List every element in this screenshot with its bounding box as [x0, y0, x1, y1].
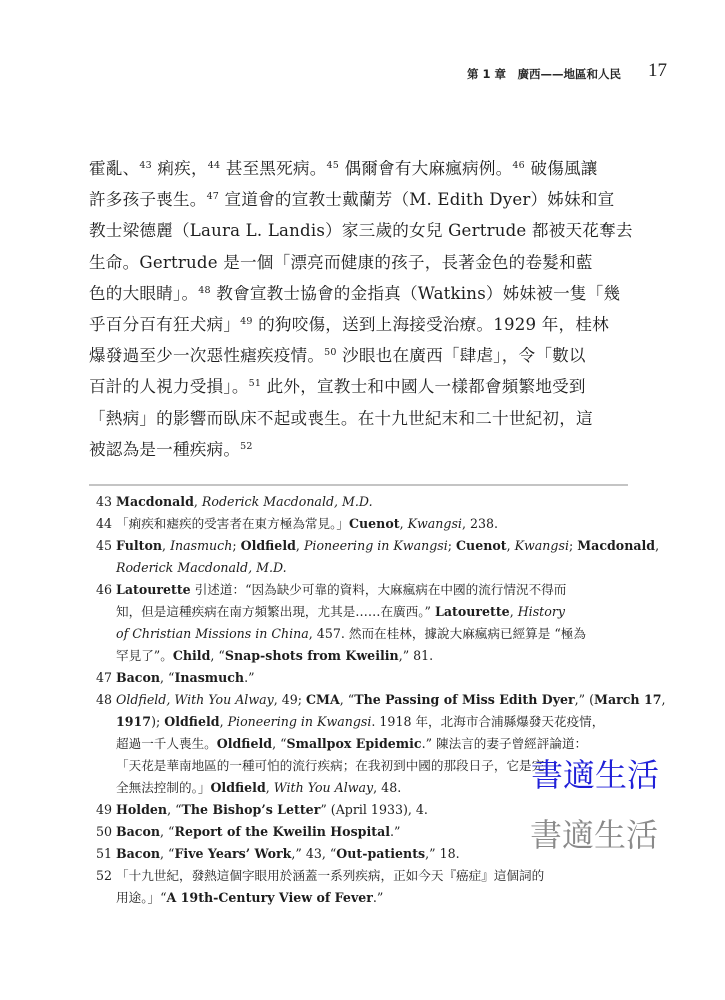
footnote-title: Roderick Macdonald, M.D.	[201, 494, 373, 509]
footnote-title: History	[517, 604, 565, 619]
footnote-ref[interactable]: 43	[139, 160, 152, 171]
footnote-number: 48	[96, 692, 113, 707]
body-text-run: 教士梁德麗（Laura L. Landis）家三歲的女兒 Gertrude 都被天花奪去	[89, 221, 633, 241]
footnote-line	[116, 711, 636, 733]
footnote-text: 引述道：“因為缺少可靠的資料，大麻瘋病在中國的流行情況不得而	[190, 582, 567, 597]
footnote-title: Kwangsi	[407, 516, 462, 531]
body-text-run: 爆發過至少一次惡性瘧疾疫情。	[89, 346, 325, 366]
body-text-run: 被認為是一種疾病。	[89, 439, 241, 459]
footnote-text: ,	[655, 538, 660, 553]
footnote-title: Pioneering in Kwangsi	[303, 538, 448, 553]
footnote-text: .”	[372, 890, 384, 905]
footnote-author: The Bishop’s Letter	[181, 802, 321, 817]
footnote-ref[interactable]: 49	[240, 315, 253, 327]
footnote-item	[96, 667, 636, 689]
footnote-item	[96, 865, 636, 909]
footnote-author: Oldfield	[210, 780, 266, 795]
body-text-run: 痢疾，	[151, 159, 208, 178]
footnote-ref[interactable]: 47	[206, 191, 220, 203]
footnote-line	[116, 689, 666, 711]
body-text-run: 的狗咬傷，送到上海接受治療。1929 年，桂林	[252, 314, 609, 334]
footnote-author: 1917	[116, 714, 152, 729]
footnote-line	[116, 601, 636, 623]
chapter-title: 第 1 章 廣西——地區和人民	[467, 67, 622, 81]
body-line	[89, 247, 629, 278]
footnote-text: ,	[162, 538, 171, 553]
body-line	[89, 215, 633, 246]
footnote-author: Oldfield	[164, 714, 220, 729]
footnote-author: The Passing of Miss Edith Dyer	[354, 692, 575, 707]
body-text-run: 色的大眼睛」。	[89, 283, 199, 303]
footnote-ref[interactable]: 51	[248, 378, 262, 390]
footnote-number: 49	[96, 802, 113, 817]
footnote-text: .”	[390, 824, 401, 839]
footnote-text: ,	[509, 604, 518, 619]
footnote-ref[interactable]: 46	[512, 160, 525, 171]
page-number: 17	[648, 60, 667, 81]
footnote-title: Kwangsi	[514, 538, 569, 553]
footnote-item	[96, 513, 636, 535]
footnote-author: Bacon	[116, 670, 161, 685]
body-paragraph	[89, 153, 633, 465]
footnote-title: With You Alway	[273, 780, 374, 795]
footnote-text: );	[151, 714, 165, 729]
footnote-text: ,” 43, “	[291, 846, 337, 861]
footnote-text: .”	[244, 670, 255, 685]
footnote-text: 用途。」“	[116, 890, 167, 905]
footnote-author: Fulton	[116, 538, 163, 553]
footnote-author: Report of the Kweilin Hospital	[174, 824, 391, 839]
body-text-run: 教會宣教士協會的金指真（Watkins）姊妹被一隻「幾	[210, 283, 621, 303]
footnote-text: ;	[568, 538, 578, 553]
footnote-text: ,” 81.	[398, 648, 434, 663]
footnote-text: ;	[447, 538, 457, 553]
footnote-line	[116, 579, 636, 601]
footnote-line	[116, 865, 636, 887]
footnote-item	[96, 579, 636, 667]
watermark-blue: 書適生活	[531, 756, 660, 794]
footnote-author: March 17	[594, 692, 662, 707]
footnote-line	[116, 513, 636, 535]
body-line	[89, 278, 629, 309]
body-text-run: 偶爾會有大麻瘋病例。	[339, 159, 513, 178]
footnote-line	[116, 623, 636, 645]
footnote-text: , 238.	[461, 516, 499, 531]
footnote-author: A 19th-Century View of Fever	[166, 890, 373, 905]
footnote-title: Pioneering in Kwangsi	[227, 714, 372, 729]
footnote-author: Smallpox Epidemic	[286, 736, 422, 751]
footnote-text: ,	[265, 780, 274, 795]
footnote-author: Holden	[116, 802, 168, 817]
footnote-text: , “	[272, 736, 287, 751]
footnote-text: . 1918 年，北海市合浦縣爆發天花疫情，	[371, 714, 605, 729]
footnote-number: 44	[96, 516, 113, 531]
footnote-number: 52	[96, 868, 113, 883]
body-line	[89, 371, 629, 402]
body-text-run: 霍亂、	[89, 159, 140, 178]
footnote-text: ,	[506, 538, 515, 553]
footnote-text: , “	[160, 824, 175, 839]
footnote-title: Roderick Macdonald, M.D.	[116, 560, 287, 575]
footnote-text: 「天花是華南地區的一種可怕的流行疾病；在我初到中國的那段日子，它是完	[116, 758, 545, 773]
footnote-text: .” 陳法言的妻子曾經評論道：	[421, 736, 588, 751]
footnote-text: 「痢疾和瘧疾的受害者在東方極為常見。」	[116, 516, 349, 531]
footnote-text: , “	[339, 692, 355, 707]
footnote-number: 50	[96, 824, 113, 839]
body-text-run: 宣道會的宣教士戴蘭芳（M. Edith Dyer）姊妹和宣	[219, 190, 615, 210]
body-line	[89, 403, 629, 434]
footnote-text: , “	[210, 648, 225, 663]
footnote-author: Cuenot	[348, 516, 400, 531]
footnote-text: , “	[160, 670, 175, 685]
footnote-title: Inasmuch	[170, 538, 233, 553]
footnote-author: Macdonald	[577, 538, 656, 553]
body-text-run: 破傷風讓	[524, 159, 598, 178]
footnote-line	[116, 667, 636, 689]
footnote-text: 知，但是這種疾病在南方頻繁出現，尤其是……在廣西。”	[116, 604, 435, 619]
footnote-text: ,	[399, 516, 408, 531]
footnote-text: , 49;	[273, 692, 307, 707]
footnote-author: Cuenot	[456, 538, 507, 553]
footnote-author: Bacon	[116, 824, 161, 839]
body-text-run: 此外，宣教士和中國人一樣都會頻繁地受到	[261, 377, 586, 397]
body-line	[89, 153, 629, 184]
footnote-ref[interactable]: 50	[324, 347, 337, 359]
footnote-author: CMA	[306, 692, 340, 707]
body-line	[89, 340, 629, 371]
footnote-text: 罕見了”。	[116, 648, 173, 663]
footnote-text: ,	[661, 692, 666, 707]
footnote-text: ,” 18.	[425, 846, 460, 861]
footnote-text: ;	[232, 538, 241, 553]
footnote-number: 43	[96, 494, 113, 509]
footnote-line	[116, 491, 636, 513]
footnote-number: 45	[96, 538, 113, 553]
footnote-title: Oldfield, With You Alway	[116, 692, 274, 707]
body-line	[89, 434, 629, 465]
footnote-text: 「十九世紀，發熱這個字眼用於涵蓋一系列疾病，正如今天『癌症』這個詞的	[116, 868, 545, 883]
footnote-author: Oldfield	[240, 538, 296, 553]
footnote-number: 46	[96, 582, 113, 597]
footnote-text: 超過一千人喪生。	[116, 736, 217, 751]
body-text-run: 乎百分百有狂犬病」	[89, 314, 241, 334]
footnote-line	[116, 535, 660, 557]
footnote-text: , 457. 然而在桂林，據說大麻瘋病已經算是 “極為	[308, 626, 586, 641]
footnote-number: 47	[96, 670, 113, 685]
body-line	[89, 309, 629, 340]
footnote-text: 全無法控制的。」	[116, 780, 211, 795]
footnote-line	[116, 557, 636, 579]
body-text-run: 百計的人視力受損」。	[89, 377, 249, 397]
footnote-text: ,	[219, 714, 228, 729]
footnote-line	[116, 645, 636, 667]
footnote-title: of Christian Missions in China	[116, 626, 309, 641]
footnote-text: ,	[193, 494, 202, 509]
footnote-item	[96, 535, 660, 579]
running-header	[440, 62, 670, 86]
footnote-author: Latourette	[116, 582, 191, 597]
footnote-text: , “	[167, 802, 182, 817]
footnote-number: 51	[96, 846, 113, 861]
footnote-author: Child	[172, 648, 211, 663]
footnote-ref[interactable]: 45	[326, 160, 339, 171]
watermark-gray: 書適生活	[530, 816, 659, 854]
footnote-text: , 48.	[373, 780, 402, 795]
footnote-text: ” (April 1933), 4.	[320, 802, 428, 817]
footnote-author: Snap-shots from Kweilin	[224, 648, 399, 663]
footnote-line	[116, 887, 636, 909]
footnote-author: Five Years’ Work	[174, 846, 292, 861]
footnote-text: ,” (	[574, 692, 595, 707]
body-text-run: 「熱病」的影響而臥床不起或喪生。在十九世紀末和二十世紀初，這	[89, 408, 593, 428]
footnote-author: Macdonald	[116, 494, 194, 509]
footnote-author: Inasmuch	[174, 670, 245, 685]
footnote-author: Oldfield	[216, 736, 273, 751]
footnote-author: Out-patients	[336, 846, 426, 861]
footnote-author: Latourette	[435, 604, 510, 619]
footnote-divider	[89, 484, 628, 486]
body-text-run: 生命。Gertrude 是一個「漂亮而健康的孩子，長著金色的卷髮和藍	[89, 252, 593, 272]
body-text-run: 甚至黑死病。	[220, 159, 327, 178]
body-text-run: 沙眼也在廣西「肆虐」，令「數以	[336, 346, 586, 366]
footnote-ref[interactable]: 44	[207, 160, 221, 171]
footnote-text: ,	[295, 538, 304, 553]
body-text-run: 許多孩子喪生。	[89, 190, 207, 210]
body-line	[89, 184, 629, 215]
footnote-item	[96, 491, 636, 513]
footnote-ref[interactable]: 48	[198, 284, 211, 296]
footnote-text: , “	[160, 846, 175, 861]
footnote-author: Bacon	[116, 846, 161, 861]
footnote-ref[interactable]: 52	[240, 440, 253, 452]
